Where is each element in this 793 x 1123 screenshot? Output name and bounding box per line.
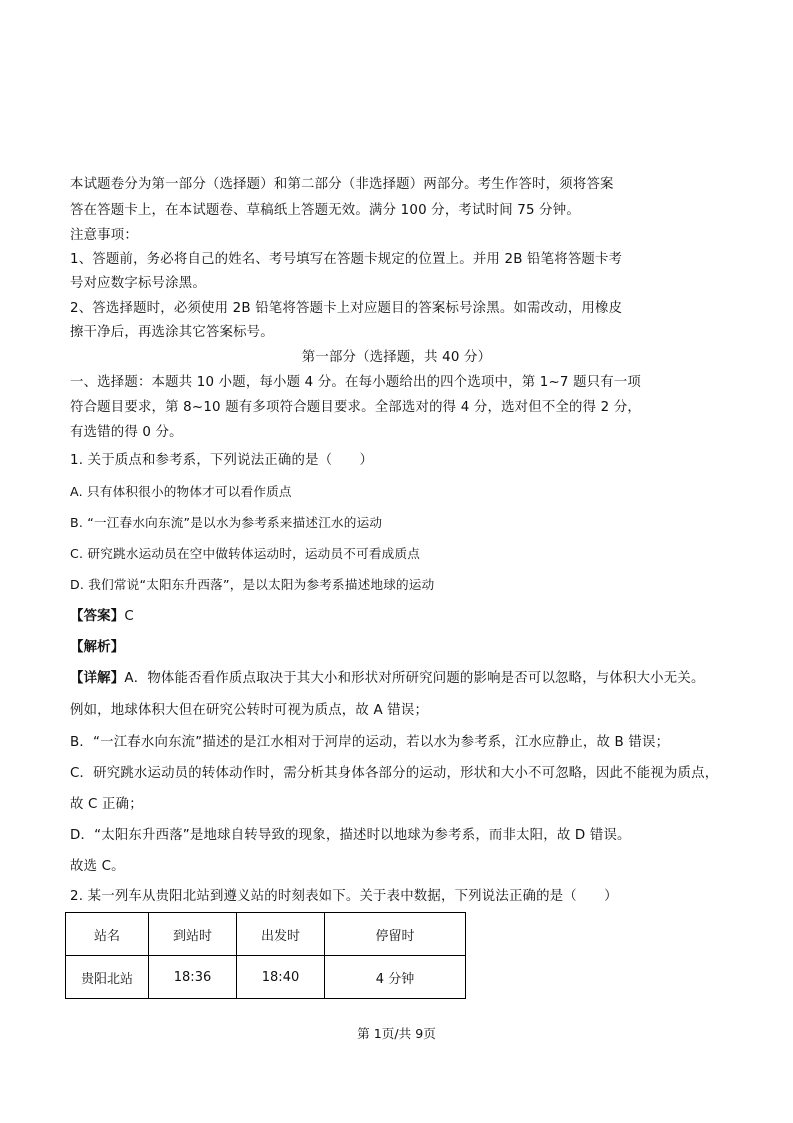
section-instruction-3: 有选错的得 0 分。	[70, 425, 183, 440]
notes-title: 注意事项：	[70, 228, 138, 243]
conclusion: 故选 C。	[70, 859, 125, 874]
note-2b: 擦干净后，再选涂其它答案标号。	[70, 325, 274, 340]
table-cell: 贵阳北站	[66, 956, 149, 999]
detail-a-text: A．物体能否看作质点取决于其大小和形状对所研究问题的影响是否可以忽略，与体积大小无关。	[124, 671, 705, 686]
answer-tag: 【答案】	[70, 609, 125, 624]
detail-c-line-2: 故 C 正确；	[70, 797, 143, 812]
table-cell: 4 分钟	[325, 956, 466, 999]
question-1-option-b: B. “一江春水向东流”是以水为参考系来描述江水的运动	[70, 515, 383, 530]
note-1b: 号对应数字标号涂黑。	[70, 276, 206, 291]
page-footer: 第 1页/共 9页	[357, 1026, 436, 1041]
section-instruction-1: 一、选择题：本题共 10 小题，每小题 4 分。在每小题给出的四个选项中，第 1~7 题只有一项	[70, 375, 642, 390]
question-1-option-d: D. 我们常说“太阳东升西落”，是以太阳为参考系描述地球的运动	[70, 577, 435, 592]
detail-c-line-1: C．研究跳水运动员的转体动作时，需分析其身体各部分的运动，形状和大小不可忽略，因此不能视为质点，	[70, 766, 719, 781]
table-header-cell: 出发时	[237, 913, 325, 956]
detail-tag: 【详解】	[70, 671, 125, 686]
timetable	[65, 912, 466, 999]
table-cell: 18:40	[237, 956, 325, 999]
note-2a: 2、答选择题时，必须使用 2B 铅笔将答题卡上对应题目的答案标号涂黑。如需改动，用橡皮	[70, 301, 623, 316]
intro-line-2: 答在答题卡上，在本试题卷、草稿纸上答题无效。满分 100 分，考试时间 75 分钟。	[70, 203, 580, 218]
intro-line-1: 本试题卷分为第一部分（选择题）和第二部分（非选择题）两部分。考生作答时，须将答案	[70, 177, 614, 192]
table-header-cell: 到站时	[149, 913, 237, 956]
question-1-option-c: C. 研究跳水运动员在空中做转体运动时，运动员不可看成质点	[70, 546, 421, 561]
question-2-stem: 2. 某一列车从贵阳北站到遵义站的时刻表如下。关于表中数据，下列说法正确的是（ ）	[70, 889, 618, 904]
table-cell: 18:36	[149, 956, 237, 999]
note-1a: 1、答题前，务必将自己的姓名、考号填写在答题卡规定的位置上。并用 2B 铅笔将答题卡考	[70, 252, 623, 267]
detail-a-line-2: 例如，地球体积大但在研究公转时可视为质点，故 A 错误；	[70, 703, 429, 718]
answer-value: C	[124, 609, 134, 624]
question-1-option-a: A. 只有体积很小的物体才可以看作质点	[70, 484, 292, 499]
answer-line	[70, 607, 134, 627]
table-row	[66, 956, 466, 999]
table-header-row	[66, 913, 466, 956]
detail-b: B．“一江春水向东流”描述的是江水相对于河岸的运动，若以水为参考系，江水应静止，故 B 错误；	[70, 735, 670, 750]
analysis-tag	[70, 638, 124, 658]
section-instruction-2: 符合题目要求，第 8~10 题有多项符合题目要求。全部选对的得 4 分，选对但不全的得 2 分，	[70, 400, 642, 415]
detail-d: D．“太阳东升西落”是地球自转导致的现象，描述时以地球为参考系，而非太阳，故 D 错误。	[70, 828, 631, 843]
detail-a-line-1	[70, 669, 705, 689]
table-header-cell: 停留时	[325, 913, 466, 956]
analysis-tag-text: 【解析】	[70, 640, 125, 655]
question-1-stem: 1. 关于质点和参考系，下列说法正确的是（ ）	[70, 453, 374, 468]
table-header-cell: 站名	[66, 913, 149, 956]
part1-title: 第一部分（选择题，共 40 分）	[301, 350, 492, 365]
